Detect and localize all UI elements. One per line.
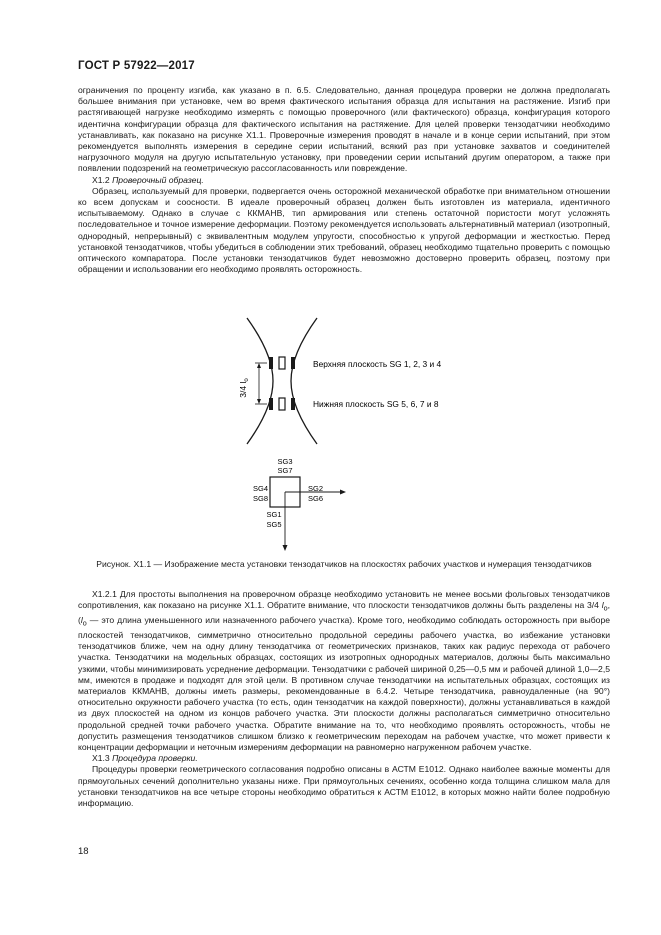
gauge-lower-center <box>279 398 285 410</box>
section-number: X1.2 <box>92 174 110 185</box>
specimen-left-edge <box>247 318 273 444</box>
text-block-3: Процедуры проверки геометрического согласования подробно описаны в АСТМ Е1012. Однако наиболее важные моменты для прямоугольных сечений дополнительно указаны ниже. При прямоугольных сечениях, особенно когда толщина слишком мала для установки тензодатчиков на все четыре стороны необходимо обратиться к АСТМ Е1012, в которых можно найти более подробную информацию. <box>78 764 610 809</box>
upper-plane-label: Верхняя плоскость SG 1, 2, 3 и 4 <box>313 359 442 369</box>
label-sg1: SG1 <box>266 510 282 519</box>
axis-vertical-arrow <box>283 545 288 551</box>
label-sg6: SG6 <box>308 494 324 503</box>
dimension-arrow-top <box>257 363 261 368</box>
text-block-2: Образец, используемый для проверки, подвергается очень осторожной механической обработке при внимательном отношении ко всем допускам и соосности. В идеале проверочный образец должен быть изготовлен из материала, идентичного испытываемому. Однако в случае с ККМАНВ, тип армирования или степень остаточной пористости могут усложнять последовательное и точное измерение деформации. Поэтому рекомендуется использовать альтернативный материал (изотропный, однородный, непрерывный) с эквивалентным модулем упругости, способностью к упругой деформации и жесткостью. Перед установкой тензодатчиков, чтобы убедиться в соблюдении этих требований, образец необходимо тщательно проверить с помощью оптического компаратора. После установки тензодатчиков будет невозможно достоверно проверить образец, поэтому при обращении и использовании его необходимо проявлять осторожность. <box>78 185 610 275</box>
gauge-upper-right-edge <box>291 357 295 369</box>
dimension-arrow-bottom <box>257 399 261 404</box>
gauge-lower-right-edge <box>291 398 295 410</box>
specimen-right-edge <box>291 318 317 444</box>
section-number: X1.3 <box>92 753 110 764</box>
text-block-x1-2-1: X1.2.1 Для простоты выполнения на проверочном образце необходимо установить не менее восьми фольговых тензодатчиков сопротивления, как показано на рисунке X1.1. Обратите внимание, что плоскости тензодатчиков должны быть разделены на 3/4 $l_o$, ($l_o$ — это длина уменьшенного или назначенного рабочего участка). Кроме того, необходимо соблюдать осторожность при выборе плоскостей тензодатчиков, симметрично относительно продольной середины рабочего участка, во избежание установки тензодатчиков ближе, чем на одну длину тензодатчика от геометрических признаков, таких как радиус перехода от рабочего участка. Тензодатчики на модельных образцах, состоящих из изотропных однородных материалов, должны быть максимально узкими, чтобы минимизировать усреднение деформации. Тензодатчики с рабочей шириной 0,25—0,5 мм и рабочей длиной 1,0—2,5 мм, имеются в продаже и подходят для этой цели. В противном случае тензодатчики на испытательных образцах, состоящих из материалов ККМАНВ, должны иметь размеры, рекомендованные в 6.4.2. Четыре тензодатчика, равноудаленные (на 90°) относительно окружности рабочего участка (то есть, один тензодатчик на каждой поверхности), должны устанавливаться в каждой из двух плоскостей на одном из концов рабочего участка. Эти плоскости должны располагаться симметрично относительно продольной средней точки рабочего участка. Обратите внимание на то, что необходимо проявлять осторожность, чтобы не допустить размещения тензодатчиков слишком близко к геометрическим переходам на рабочем участке, что может привести к концентрации деформации и неточным измерениям деформации на равномерно нагруженном рабочем участке. <box>78 589 610 753</box>
section-title: Проверочный образец. <box>112 174 204 185</box>
dimension-label: 3/4 $l_o$ <box>238 378 250 398</box>
gauge-upper-left-edge <box>269 357 273 369</box>
label-sg3: SG3 <box>277 457 293 466</box>
gauge-lower-left-edge <box>269 398 273 410</box>
section-x1-3-heading <box>78 753 610 764</box>
paragraph-continuation <box>78 85 610 275</box>
label-sg2: SG2 <box>308 484 324 493</box>
axis-horizontal-arrow <box>340 490 346 495</box>
text-block-1: ограничения по проценту изгиба, как указано в п. 6.5. Следовательно, данная процедура проверки не должна предполагать большее внимания при установке, чем во время фактического испытания образца для испытания на растяжение. Изгиб при растягивающей нагрузке необходимо измерять с помощью проверочного (или фактического) образца, конфигурация которого идентична конфигурации образца для фактического испытания на растяжение. Для целей проверки тензодатчики необходимо устанавливать, как показано на рисунке X1.1. Проверочные измерения проводят в начале и в конце серии испытаний, при этом рекомендуется выполнять измерения в середине серии испытаний, всякий раз при установке захватов и соединителей нагрузочного модуля на другую испытательную установку, при проведении серии испытаний другим оператором, а также при появлении подозрений на геометрическую рассогласованность или повреждение. <box>78 85 610 174</box>
lower-plane-label: Нижняя плоскость SG 5, 6, 7 и 8 <box>313 399 439 409</box>
page-number: 18 <box>78 846 89 857</box>
standard-header: ГОСТ Р 57922—2017 <box>78 60 195 72</box>
section-x1-2-heading <box>78 175 610 186</box>
label-sg5: SG5 <box>266 520 282 529</box>
section-title: Процедура проверки. <box>112 753 198 764</box>
gauge-upper-center <box>279 357 285 369</box>
paragraph-x1-2-1 <box>78 589 610 809</box>
label-sg4: SG4 <box>252 484 268 493</box>
label-sg7: SG7 <box>277 466 293 475</box>
figure-specimen-gauge-planes <box>225 316 485 446</box>
label-sg8: SG8 <box>252 494 268 503</box>
figure-gauge-numbering <box>232 455 362 555</box>
figure-caption: Рисунок. X1.1 — Изображение места установки тензодатчиков на плоскостях рабочих участков и нумерация тензодатчиков <box>96 559 592 569</box>
